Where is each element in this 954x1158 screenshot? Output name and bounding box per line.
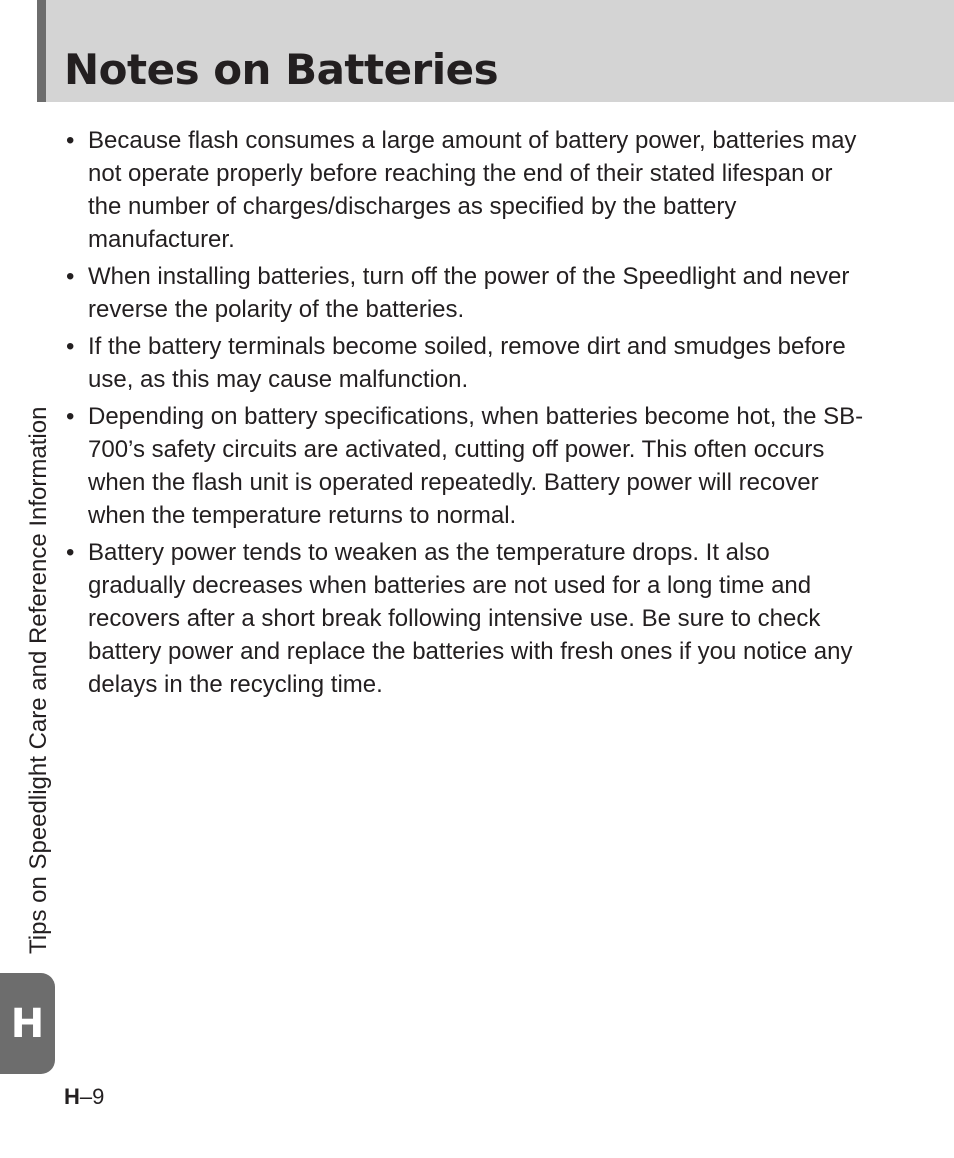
bullet-icon: •: [66, 333, 75, 360]
page-number-value: 9: [92, 1084, 105, 1109]
note-text: Depending on battery specifications, when batteries become hot, the SB-700’s safety circuits are activated, cutting off power. This often occurs when the flash unit is operated repeatedly. Battery power will recover when the temperature returns to normal.: [88, 403, 864, 529]
note-item: [66, 260, 866, 326]
page-number-section: H: [64, 1084, 80, 1109]
section-tab: [0, 973, 55, 1074]
note-item: [66, 536, 866, 701]
note-text: Battery power tends to weaken as the temperature drops. It also gradually decreases when batteries are not used for a long time and recovers after a short break following intensive use. Be sure to check battery power and replace the batteries with fresh ones if you notice any delays in the recycling time.: [88, 539, 853, 698]
note-text: If the battery terminals become soiled, remove dirt and smudges before use, as this may cause malfunction.: [88, 333, 846, 393]
bullet-icon: •: [66, 403, 75, 430]
section-side-label: Tips on Speedlight Care and Reference Information: [25, 406, 52, 954]
header-accent-bar: [37, 0, 46, 102]
page-number: [64, 1083, 104, 1111]
page-number-separator: –: [79, 1084, 93, 1109]
note-item: [66, 400, 866, 532]
note-item: [66, 124, 866, 256]
section-tab-letter: H: [10, 1000, 45, 1047]
bullet-icon: •: [66, 539, 75, 566]
page-title: Notes on Batteries: [64, 45, 499, 94]
note-item: [66, 330, 866, 396]
note-text: When installing batteries, turn off the power of the Speedlight and never reverse the polarity of the batteries.: [88, 263, 850, 323]
notes-list: [66, 124, 866, 705]
note-text: Because flash consumes a large amount of battery power, batteries may not operate properly before reaching the end of their stated lifespan or the number of charges/discharges as specified by the battery manufacturer.: [88, 127, 857, 253]
bullet-icon: •: [66, 263, 75, 290]
bullet-icon: •: [66, 127, 75, 154]
